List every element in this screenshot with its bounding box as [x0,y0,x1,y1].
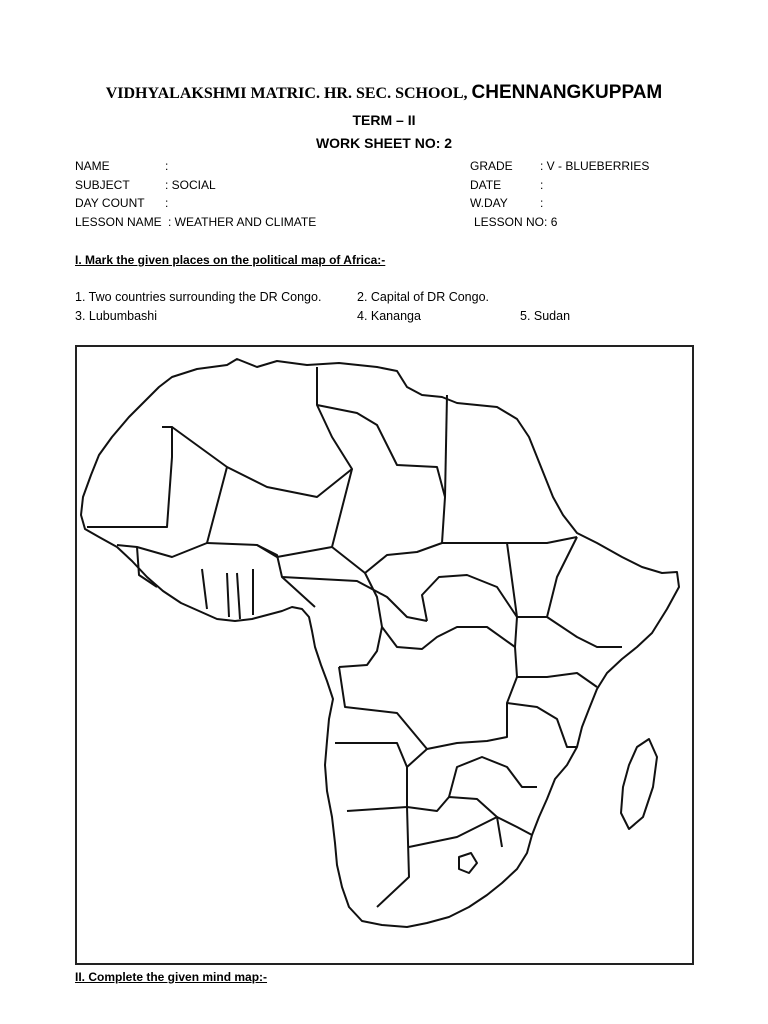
subject-value: : SOCIAL [165,178,216,192]
question-item-1: 1. Two countries surrounding the DR Congo. [75,290,322,304]
question-item-2: 2. Capital of DR Congo. [357,290,490,304]
lesson-name-label: LESSON NAME [75,215,162,229]
school-name: VIDHYALAKSHMI MATRIC. HR. SEC. SCHOOL, [105,85,468,102]
grade-value: : V - BLUEBERRIES [540,159,650,173]
lesson-number: LESSON NO: 6 [474,215,558,229]
wday-label: W.DAY [470,196,508,210]
name-label: NAME [75,159,110,173]
question-item-5: 5. Sudan [520,309,571,323]
school-city: CHENNANGKUPPAM [471,82,663,103]
africa-political-map[interactable] [77,347,692,963]
section1-title: I. Mark the given places on the political map of Africa:- [75,253,386,267]
section2-title: II. Complete the given mind map:- [75,970,268,984]
grade-label: GRADE [470,159,513,173]
subject-label: SUBJECT [75,178,130,192]
school-title [0,82,768,104]
date-label: DATE [470,178,502,192]
lesson-name-value: : WEATHER AND CLIMATE [168,215,317,229]
name-value[interactable]: : [165,159,169,173]
africa-map-frame [75,345,694,965]
lesotho-outline [459,853,477,873]
term-heading: TERM – II [352,112,416,128]
question-item-4: 4. Kananga [357,309,421,323]
daycount-value[interactable]: : [165,196,169,210]
daycount-label: DAY COUNT [75,196,145,210]
date-value[interactable]: : [540,178,544,192]
wday-value[interactable]: : [540,196,544,210]
question-item-3: 3. Lubumbashi [75,309,158,323]
madagascar-outline [621,739,657,829]
worksheet-number: WORK SHEET NO: 2 [315,135,453,151]
